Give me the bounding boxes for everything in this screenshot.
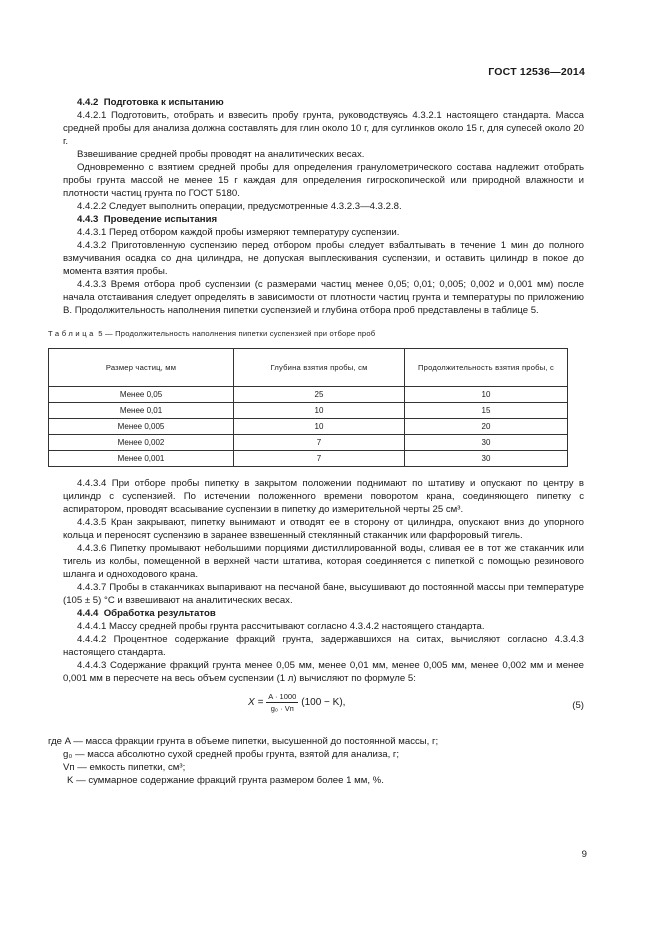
table-cell: Менее 0,002 xyxy=(49,435,234,451)
paragraph-4-4-3-6: 4.4.3.6 Пипетку промывают небольшими порциями дистиллированной воды, сливая ее в тот же стаканчик или тигель из колбы, помещенной в верхней части штатива, которая соединяется с пипеткой с помощью резинового шланга и одноходового крана. xyxy=(63,543,584,580)
table-5 xyxy=(48,348,568,467)
table-cell: Менее 0,05 xyxy=(49,387,234,403)
paragraph-4-4-3-2: 4.4.3.2 Приготовленную суспензию перед отбором пробы следует взбалтывать в течение 1 мин до полного взмучивания осадка со дна цилиндра, не допуская выплескивания суспензии, и оставить цилиндр в покое до момента взятия пробы. xyxy=(63,240,584,277)
definition-A: где A — масса фракции грунта в объеме пипетки, высушенной до постоянной массы, г; xyxy=(48,736,439,747)
table-cell: 10 xyxy=(234,403,405,419)
table-cell: Менее 0,01 xyxy=(49,403,234,419)
caption-word: Таблица xyxy=(48,329,96,338)
table-cell: Менее 0,005 xyxy=(49,419,234,435)
paragraph-moisture-samples: Одновременно с взятием средней пробы для определения гранулометрического состава надлежит отобрать пробы грунта массой не менее 15 г каждая для определения гигроскопической или природной влажности и плотности частиц грунта по ГОСТ 5180. xyxy=(63,162,584,199)
header-duration: Продолжительность взятия пробы, с xyxy=(405,349,568,387)
formula-fraction xyxy=(266,691,298,714)
table-row xyxy=(49,387,568,403)
table-row xyxy=(49,435,568,451)
paragraph-4-4-3-5: 4.4.3.5 Кран закрывают, пипетку вынимают и отводят ее в сторону от цилиндра, опускают вниз до упорного кольца и переносят суспензию в заранее взвешенный стеклянный стаканчик или фарфоровый тигель. xyxy=(63,517,584,541)
definition-K: K — суммарное содержание фракций грунта размером более 1 мм, %. xyxy=(67,775,384,786)
document-body xyxy=(48,96,584,787)
table-cell: 30 xyxy=(405,435,568,451)
section-number: 4.4.4 xyxy=(77,608,99,619)
formula-definitions xyxy=(48,735,584,787)
section-title: Подготовка к испытанию xyxy=(103,97,224,108)
paragraph-4-4-3-3: 4.4.3.3 Время отбора проб суспензии (с размерами частиц менее 0,05; 0,01; 0,005; 0,002 и 0,001 мм) после начала отстаивания следует определять в зависимости от плотности частиц грунта и температуры по приложению В. Продолжительность наполнения пипетки суспензией и глубина отбора проб представлены в таблице 5. xyxy=(63,279,584,316)
section-4-4-4-heading xyxy=(63,607,584,620)
formula-5 xyxy=(63,689,584,729)
section-4-4-3-heading xyxy=(63,213,584,226)
paragraph-4-4-3-4: 4.4.3.4 При отборе пробы пипетку в закрытом положении поднимают по штативу и опускают по центру в цилиндр с суспензией. По истечении положенного времени поворотом крана, соединяющего пипетку с аспиратором, проводят всасывание суспензии в пипетку до измерительной черты 25 см³. xyxy=(63,478,584,515)
table-cell: 30 xyxy=(405,451,568,467)
paragraph-4-4-2-2: 4.4.2.2 Следует выполнить операции, предусмотренные 4.3.2.3—4.3.2.8. xyxy=(77,201,402,212)
formula-expression xyxy=(248,691,345,714)
table-row xyxy=(49,403,568,419)
paragraph-4-4-3-1: 4.4.3.1 Перед отбором каждой пробы измеряют температуру суспензии. xyxy=(77,227,400,238)
document-header-id: ГОСТ 12536—2014 xyxy=(488,66,585,78)
definition-g0: g₀ — масса абсолютно сухой средней пробы грунта, взятой для анализа, г; xyxy=(63,749,400,760)
table-header-row xyxy=(49,349,568,387)
section-number: 4.4.3 xyxy=(77,214,99,225)
section-title: Обработка результатов xyxy=(103,608,216,619)
table-cell: 7 xyxy=(234,451,405,467)
paragraph-4-4-3-7: 4.4.3.7 Пробы в стаканчиках выпаривают на песчаной бане, высушивают до постоянной массы при температуре (105 ± 5) °C и взвешивают на аналитических весах. xyxy=(63,582,584,606)
paragraph-4-4-4-1: 4.4.4.1 Массу средней пробы грунта рассчитывают согласно 4.3.4.2 настоящего стандарта. xyxy=(77,621,485,632)
table-5-caption xyxy=(48,327,584,340)
paragraph-weighing: Взвешивание средней пробы проводят на аналитических весах. xyxy=(77,149,365,160)
paragraph-4-4-2-1: 4.4.2.1 Подготовить, отобрать и взвесить пробу грунта, руководствуясь 4.3.2.1 настоящего стандарта. Масса средней пробы для анализа должна составлять для глин около 10 г, для суглинков около 15 г, для супесей около 20 г. xyxy=(63,110,584,147)
formula-denominator: g₀ · Vп xyxy=(270,704,294,713)
section-title: Проведение испытания xyxy=(103,214,218,225)
formula-number: (5) xyxy=(572,700,584,711)
formula-numerator: A · 1000 xyxy=(268,692,297,701)
table-row xyxy=(49,451,568,467)
table-row xyxy=(49,419,568,435)
table-cell: 25 xyxy=(234,387,405,403)
caption-text: 5 — Продолжительность наполнения пипетки суспензией при отборе проб xyxy=(98,329,376,338)
paragraph-4-4-4-3: 4.4.4.3 Содержание фракций грунта менее 0,05 мм, менее 0,01 мм, менее 0,005 мм, менее 0,002 мм и менее 0,001 мм в пересчете на весь объем суспензии (1 л) вычисляют по формуле 5: xyxy=(63,660,584,684)
table-cell: 10 xyxy=(234,419,405,435)
header-particle-size: Размер частиц, мм xyxy=(49,349,234,387)
table-cell: 7 xyxy=(234,435,405,451)
section-4-4-2-heading xyxy=(63,96,584,109)
section-number: 4.4.2 xyxy=(77,97,99,108)
formula-rhs: (100 − K), xyxy=(301,697,346,708)
table-cell: 15 xyxy=(405,403,568,419)
definition-Vp: Vп — емкость пипетки, см³; xyxy=(63,762,186,773)
header-depth: Глубина взятия пробы, см xyxy=(234,349,405,387)
page-number: 9 xyxy=(581,849,587,860)
table-cell: 20 xyxy=(405,419,568,435)
table-cell: Менее 0,001 xyxy=(49,451,234,467)
table-cell: 10 xyxy=(405,387,568,403)
paragraph-4-4-4-2: 4.4.4.2 Процентное содержание фракций грунта, задержавшихся на ситах, вычисляют согласно 4.3.4.3 настоящего стандарта. xyxy=(63,634,584,658)
formula-lhs: X = xyxy=(248,697,264,708)
